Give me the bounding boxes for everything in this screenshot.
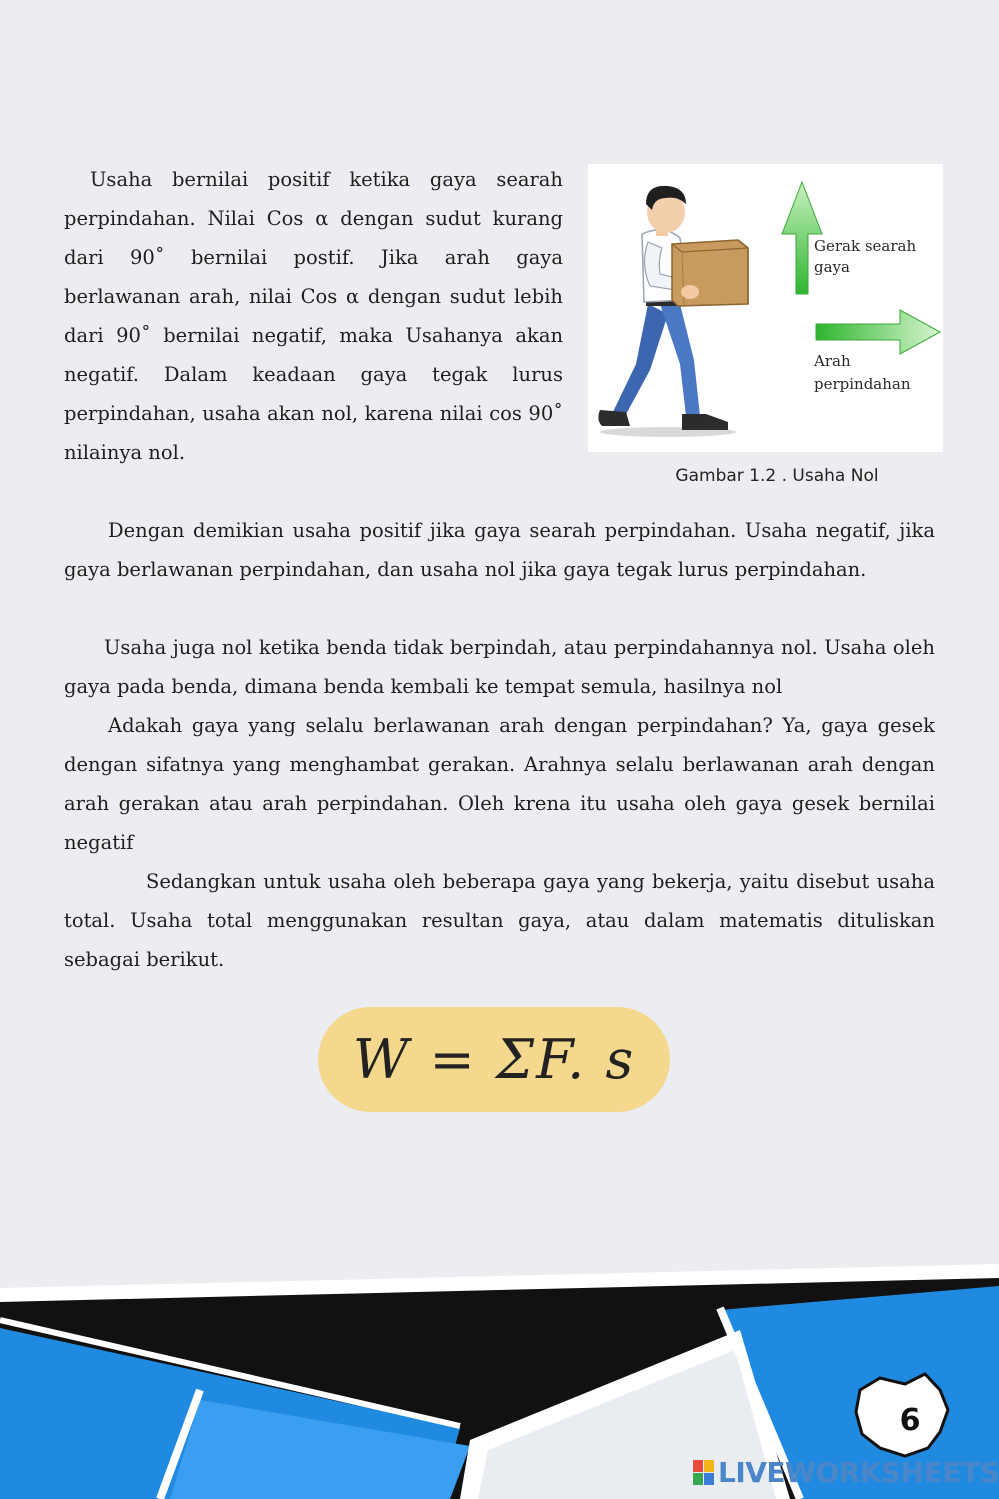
formula-total-work: W = ΣF. s: [318, 1007, 670, 1112]
label-displacement-line1: Arah: [814, 352, 851, 370]
paragraph-summary: Dengan demikian usaha positif jika gaya searah perpindahan. Usaha negatif, jika gaya berlawanan perpindahan, dan usaha nol jika gaya tegak lurus perpindahan.: [64, 519, 935, 581]
figure-caption: Gambar 1.2 . Usaha Nol: [675, 466, 879, 486]
paragraph-positive-work: Usaha bernilai positif ketika gaya searah perpindahan. Nilai Cos α dengan sudut kurang dari 90˚ bernilai postif. Jika arah gaya berlawanan arah, nilai Cos α dengan sudut lebih dari 90˚ bernilai negatif, maka Usahanya akan negatif. Dalam keadaan gaya tegak lurus perpindahan, usaha akan nol, karena nilai cos 90˚ nilainya nol.: [64, 168, 563, 464]
page-number: 6: [899, 1403, 921, 1438]
liveworksheets-logo-icon: [693, 1460, 715, 1486]
label-force-direction-line2: gaya: [814, 258, 850, 276]
label-displacement-line2: perpindahan: [814, 375, 911, 393]
liveworksheets-watermark[interactable]: LIVEWORKSHEETS: [718, 1456, 999, 1489]
paragraph-friction: Adakah gaya yang selalu berlawanan arah dengan perpindahan? Ya, gaya gesek dengan sifatnya yang menghambat gerakan. Arahnya selalu berlawanan arah dengan arah gerakan atau arah perpindahan. Oleh krena itu usaha oleh gaya gesek bernilai negatif: [64, 714, 935, 854]
paragraph-total-work: Sedangkan untuk usaha oleh beberapa gaya yang bekerja, yaitu disebut usaha total. Usaha total menggunakan resultan gaya, atau dalam matematis dituliskan sebagai berikut.: [64, 870, 935, 971]
paragraph-zero-displacement: Usaha juga nol ketika benda tidak berpindah, atau perpindahannya nol. Usaha oleh gaya pada benda, dimana benda kembali ke tempat semula, hasilnya nol: [64, 636, 935, 698]
figure-man-carrying-box: [588, 164, 943, 452]
label-force-direction-line1: Gerak searah: [814, 237, 917, 255]
man-carrying-box-illustration: [588, 164, 943, 452]
